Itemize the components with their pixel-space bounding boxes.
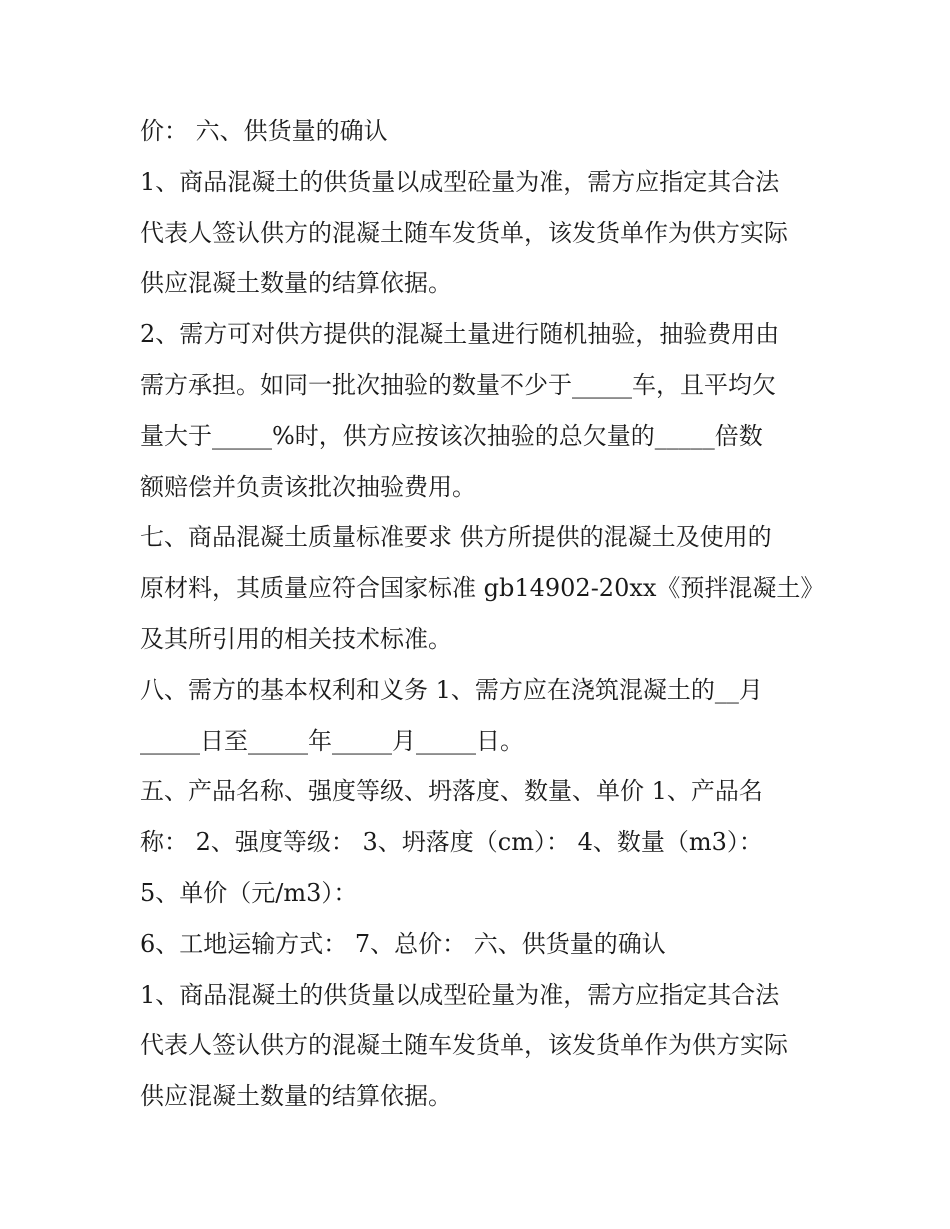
text-line: 五、产品名称、强度等级、坍落度、数量、单价 1、产品名 <box>140 777 763 806</box>
text-line: 代表人签认供方的混凝土随车发货单，该发货单作为供方实际 <box>140 218 788 247</box>
text-line: 价： 六、供货量的确认 <box>140 117 388 145</box>
text-line: 称： 2、强度等级： 3、坍落度（cm）： 4、数量（m3）： <box>140 828 763 857</box>
text-line: 2、需方可对供方提供的混凝土量进行随机抽验，抽验费用由 <box>140 320 780 349</box>
text-line: 需方承担。如同一批次抽验的数量不少于_____车，且平均欠 <box>140 370 776 399</box>
text-line: 八、需方的基本权利和义务 1、需方应在浇筑混凝土的__月 <box>140 675 763 704</box>
text-line: 七、商品混凝土质量标准要求 供方所提供的混凝土及使用的 <box>140 523 772 552</box>
text-line: 及其所引用的相关技术标准。 <box>140 624 452 653</box>
text-line: 供应混凝土数量的结算依据。 <box>140 269 452 298</box>
text-line: 6、工地运输方式： 7、总价： 六、供货量的确认 <box>140 929 666 958</box>
text-line: _____日至_____年_____月_____日。 <box>140 726 524 755</box>
text-line: 量大于_____%时，供方应按该次抽验的总欠量的_____倍数 <box>140 421 763 450</box>
text-line: 1、商品混凝土的供货量以成型砼量为准，需方应指定其合法 <box>140 167 780 196</box>
text-line: 原材料，其质量应符合国家标准 gb14902-20xx《预拌混凝土》 <box>140 574 825 603</box>
text-line: 代表人签认供方的混凝土随车发货单，该发货单作为供方实际 <box>140 1031 788 1060</box>
text-line: 1、商品混凝土的供货量以成型砼量为准，需方应指定其合法 <box>140 980 780 1009</box>
document-body <box>140 106 830 1122</box>
text-line: 供应混凝土数量的结算依据。 <box>140 1082 452 1111</box>
text-line: 5、单价（元/m3）： <box>140 878 358 907</box>
text-line: 额赔偿并负责该批次抽验费用。 <box>140 472 476 501</box>
